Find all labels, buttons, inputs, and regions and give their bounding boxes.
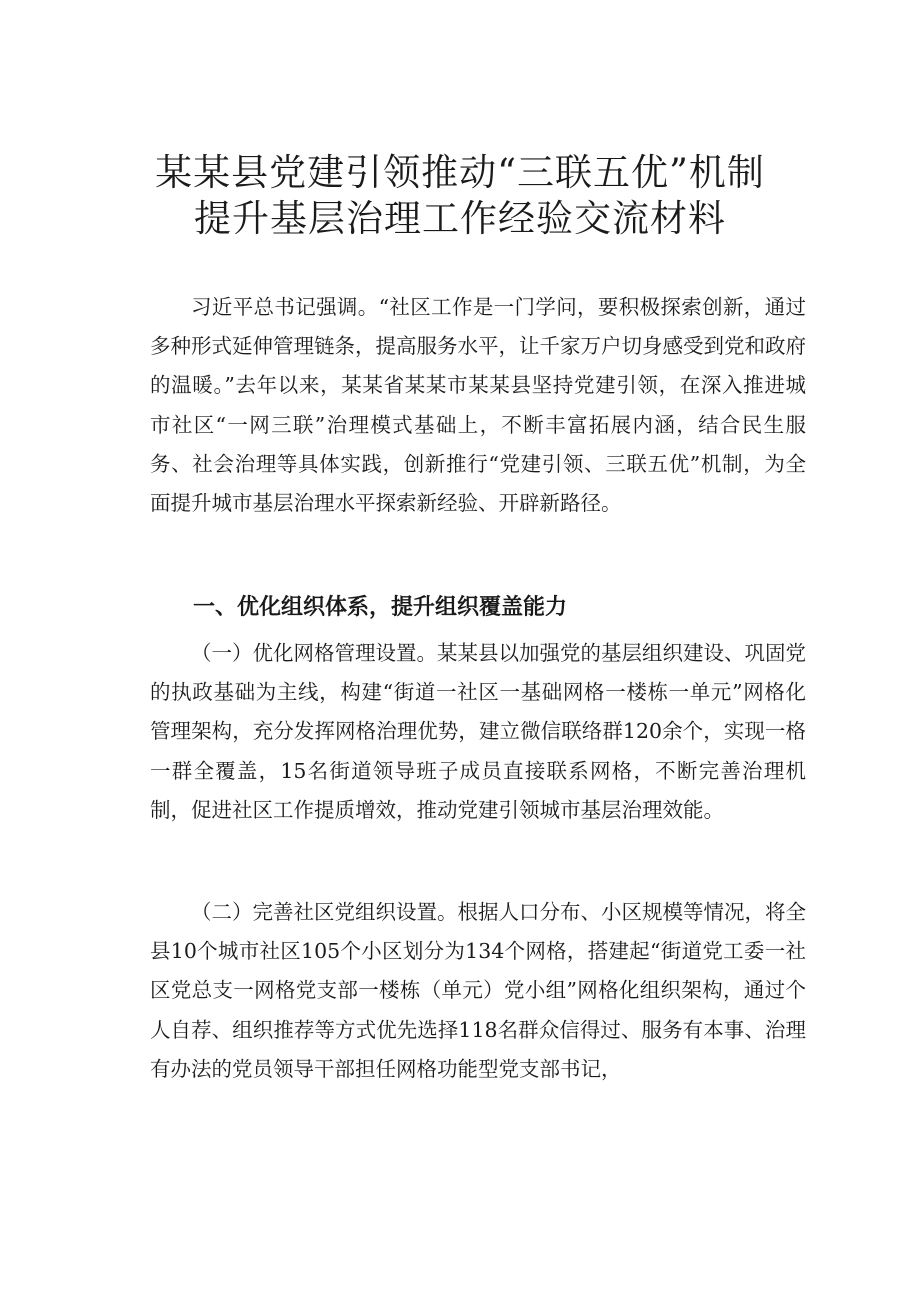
section-1-heading: 一、优化组织体系，提升组织覆盖能力: [193, 595, 568, 620]
paragraph-1-block: [150, 634, 806, 830]
title-line-1: 某某县党建引领推动“三联五优”机制: [155, 151, 765, 194]
paragraph-2-block: [150, 893, 806, 1089]
paragraph-1: （一）优化网格管理设置。某某县以加强党的基层组织建设、巩固党的执政基础为主线，构建“街道一社区一基础网格一楼栋一单元”网格化管理架构，充分发挥网格治理优势，建立微信联络群120余个，实现一格一群全覆盖，15名街道领导班子成员直接联系网格，不断完善治理机制，促进社区工作提质增效，推动党建引领城市基层治理效能。: [150, 641, 806, 822]
intro-paragraph-block: [150, 288, 806, 523]
intro-paragraph: 习近平总书记强调。“社区工作是一门学问，要积极探索创新，通过多种形式延伸管理链条，提高服务水平，让千家万户切身感受到党和政府的温暖。”去年以来，某某省某某市某某县坚持党建引领，在深入推进城市社区“一网三联”治理模式基础上，不断丰富拓展内涵，结合民生服务、社会治理等具体实践，创新推行“党建引领、三联五优”机制，为全面提升城市基层治理水平探索新经验、开辟新路径。: [150, 295, 806, 516]
title-line-2: 提升基层治理工作经验交流材料: [194, 197, 726, 240]
document-title: [0, 150, 920, 242]
paragraph-2: （二）完善社区党组织设置。根据人口分布、小区规模等情况，将全县10个城市社区105个小区划分为134个网格，搭建起“街道党工委一社区党总支一网格党支部一楼栋（单元）党小组”网格化组织架构，通过个人自荐、组织推荐等方式优先选择118名群众信得过、服务有本事、治理有办法的党员领导干部担任网格功能型党支部书记，: [150, 900, 806, 1081]
